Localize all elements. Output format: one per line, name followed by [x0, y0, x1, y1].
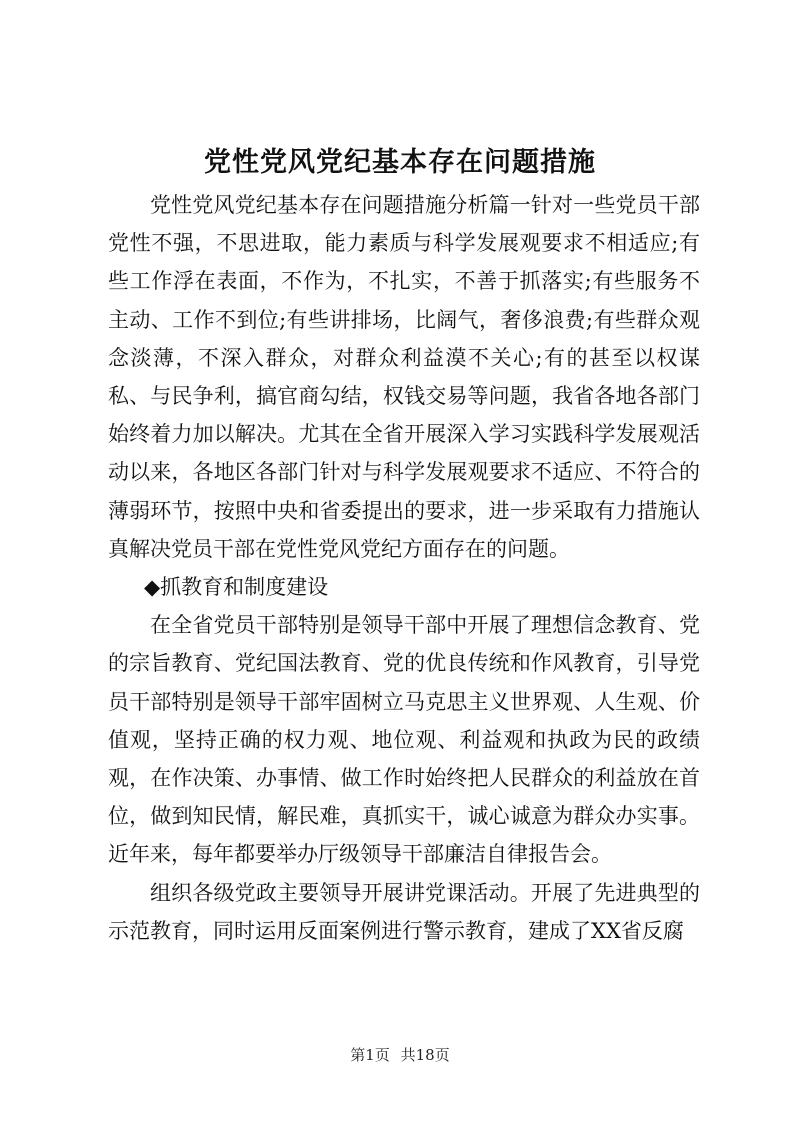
- page-footer: [0, 1044, 800, 1065]
- document-body: [108, 186, 700, 950]
- page-title: 党性党风党纪基本存在问题措施: [204, 147, 596, 178]
- section-heading: ◆抓教育和制度建设: [144, 575, 329, 600]
- paragraph-education: 在全省党员干部特别是领导干部中开展了理想信念教育、党的宗旨教育、党纪国法教育、党的优良传统和作风教育，引导党员干部特别是领导干部牢固树立马克思主义世界观、人生观、价值观，坚持正确的权力观、地位观、利益观和执政为民的政绩观，在作决策、办事情、做工作时始终把人民群众的利益放在首位，做到知民情，解民难，真抓实干，诚心诚意为群众办实事。近年来，每年都要举办厅级领导干部廉洁自律报告会。: [108, 613, 700, 867]
- page-number: 第1页: [350, 1046, 390, 1064]
- page-total: 共18页: [400, 1046, 450, 1064]
- paragraph-intro: 党性党风党纪基本存在问题措施分析篇一针对一些党员干部党性不强，不思进取，能力素质与科学发展观要求不相适应;有些工作浮在表面，不作为，不扎实，不善于抓落实;有些服务不主动、工作不到位;有些讲排场，比阔气，奢侈浪费;有些群众观念淡薄，不深入群众，对群众利益漠不关心;有的甚至以权谋私、与民争利，搞官商勾结，权钱交易等问题，我省各地各部门始终着力加以解决。尤其在全省开展深入学习实践科学发展观活动以来，各地区各部门针对与科学发展观要求不适应、不符合的薄弱环节，按照中央和省委提出的要求，进一步采取有力措施认真解决党员干部在党性党风党纪方面存在的问题。: [108, 193, 700, 561]
- paragraph-party-lectures: 组织各级党政主要领导开展讲党课活动。开展了先进典型的示范教育，同时运用反面案例进行警示教育，建成了XX省反腐: [108, 880, 700, 943]
